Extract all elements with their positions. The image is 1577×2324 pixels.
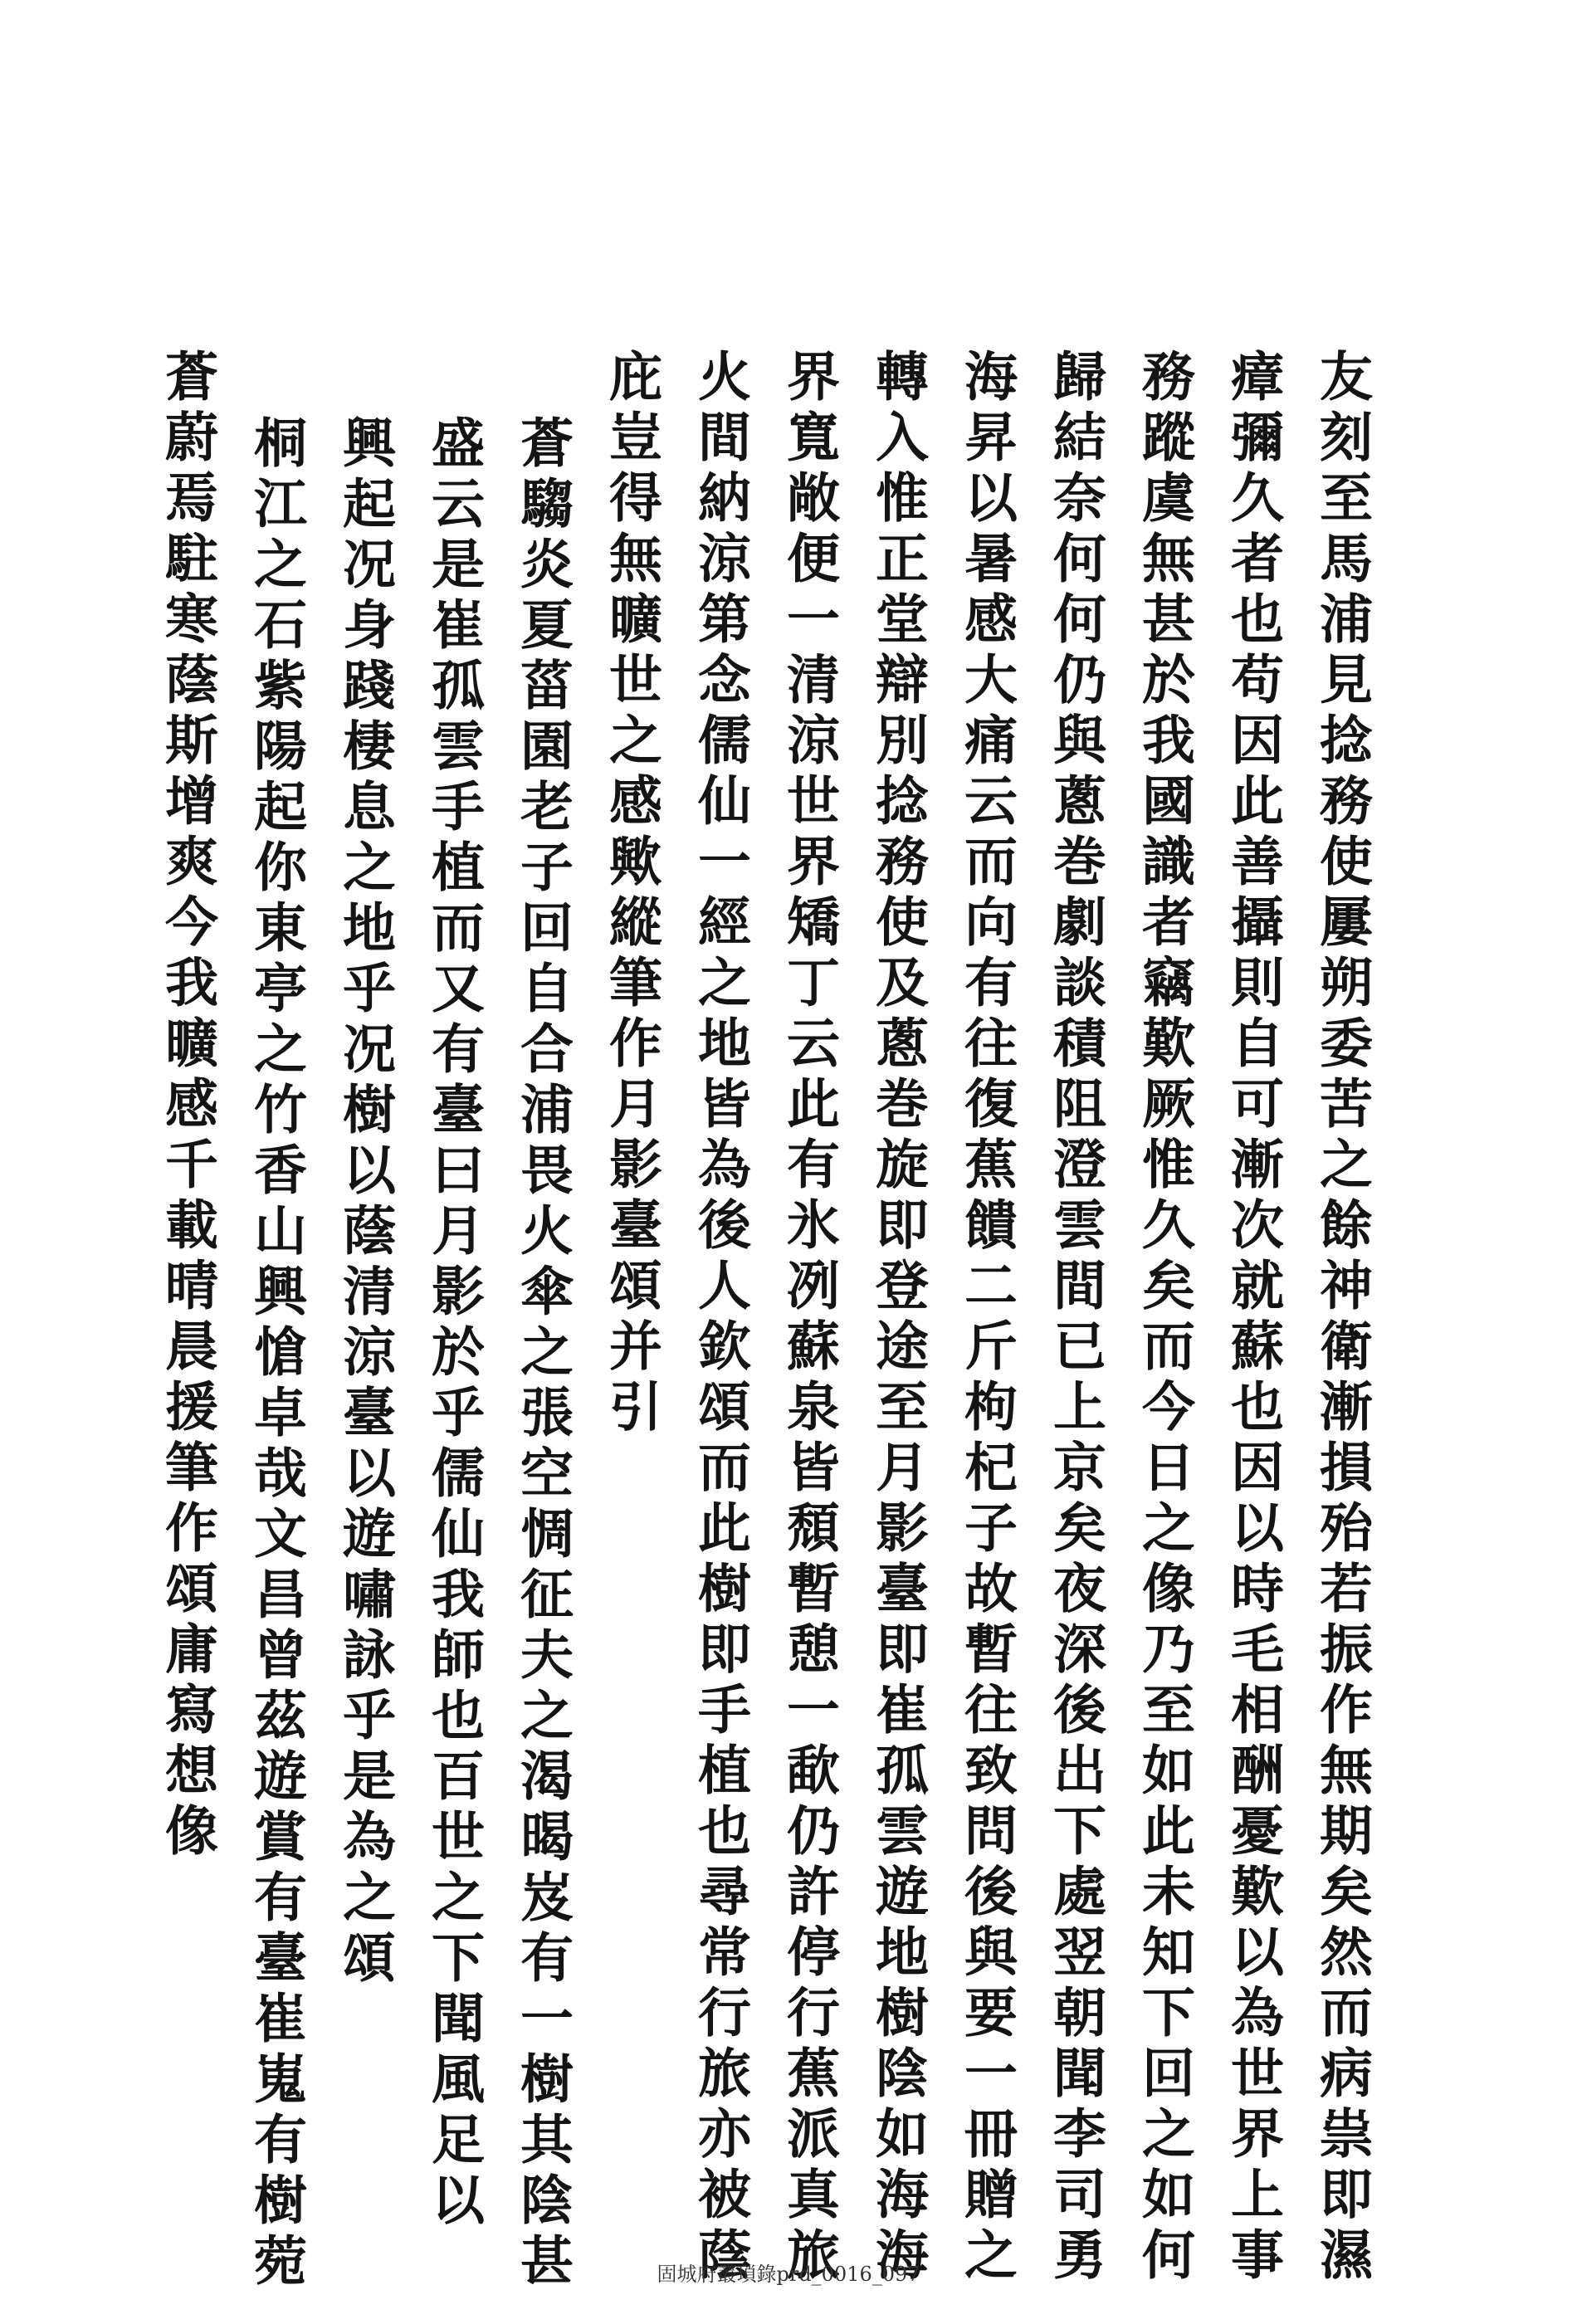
text-column-13: 桐江之石紫陽起你東亭之竹香山興愴卓哉文昌曾茲遊賞有臺崔嵬有樹菀 [245,415,307,2293]
text-column-6: 轉入惟正堂辯別捻務使及蔥巻旋即登途至月影臺即崔孤雲遊地樹陰如海海 [867,349,929,2287]
text-column-11: 盛云是崔孤雲手植而又有臺曰月影於乎儒仙我師也百世之下聞風足以 [422,415,485,2233]
page-footer-label: 固城府叢瑣錄prd_0016_097 [657,2263,920,2286]
text-column-12: 興起况身踐棲息之地乎况樹以蔭清涼臺以遊嘯詠乎是為之頌 [334,415,396,1990]
text-column-14: 蒼蔚焉駐寒蔭斯增爽今我曠感千載晴晨援筆作頌庸寫想像 [156,349,218,1863]
text-column-2: 瘴彌久者也苟因此善攝則自可漸次就蘇也因以時毛相酬憂歎以為世界上事 [1222,349,1284,2287]
text-column-7: 界寬敞便一清涼世界矯丁云此有氷冽蘇泉皆頹暫憩一歃仍許停行蕉派真旅 [778,349,840,2287]
text-column-1: 友刻至馬浦見捻務使屢朔委苦之餘神衛漸損殆若振作無期矣然而病祟即濕 [1311,349,1373,2287]
text-column-8: 火間納涼第念儒仙一經之地皆為後人欽頌而此樹即手植也尋常行旅亦被蔭 [689,349,751,2287]
text-column-5: 海昇以暑感大痛云而向有往復蕉饋二斤枸杞子故暫往致問後與要一冊贈之 [955,349,1018,2287]
text-column-3: 務蹤虞無甚於我國識者竊歎厥惟久矣而今日之像乃至如此未知下回之如何 [1133,349,1195,2287]
text-column-4: 歸結奈何何仍與蔥巻劇談積阻澄雲間已上京矣夜深後出下處翌朝聞李司勇 [1044,349,1106,2287]
text-column-9: 庇豈得無曠世之感歟縱筆作月影臺頌并引 [600,349,662,1439]
text-column-10: 蒼騶炎夏菑園老子回自合浦畏火傘之張空惆征夫之渴暍岌有一樹其陰甚 [511,415,574,2293]
